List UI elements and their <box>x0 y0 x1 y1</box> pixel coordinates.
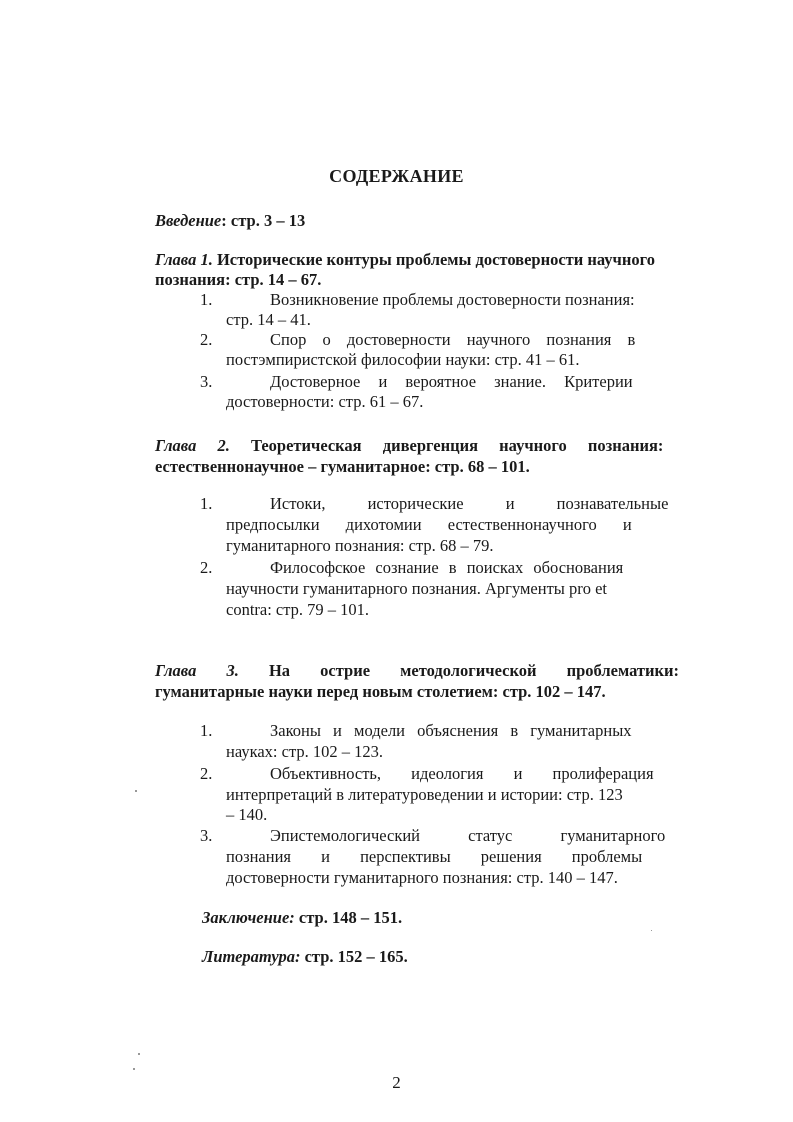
literature-label: Литература: <box>202 947 301 966</box>
item-line2: интерпретаций в литературоведении и истории: стр. 123 <box>226 785 623 804</box>
chapter1-heading-line1 <box>155 250 706 269</box>
item-line1: Возникновение проблемы достоверности познания: <box>270 290 635 309</box>
chapter3-title-line2: гуманитарные науки перед новым столетием: стр. 102 – 147. <box>155 682 606 701</box>
scan-speck <box>651 930 652 931</box>
item-line2: предпосылки дихотомии естественнонаучного и <box>226 515 632 534</box>
chapter2-title-line2: естественнонаучное – гуманитарное: стр. 68 – 101. <box>155 457 530 476</box>
conclusion-entry <box>202 908 402 927</box>
literature-pages: стр. 152 – 165. <box>304 947 408 966</box>
item-number: 1. <box>200 290 213 309</box>
item-line2: познания и перспективы решения проблемы <box>226 847 643 866</box>
item-line1: Эпистемологический статус гуманитарного <box>270 826 666 845</box>
item-line2: науках: стр. 102 – 123. <box>226 742 383 761</box>
item-number: 2. <box>200 330 213 349</box>
item-line1: Спор о достоверности научного познания в <box>270 330 636 349</box>
page-title: СОДЕРЖАНИЕ <box>329 166 464 186</box>
item-number: 3. <box>200 372 213 391</box>
item-number: 2. <box>200 558 213 577</box>
intro-label: Введение <box>155 211 222 230</box>
chapter3-heading-line1 <box>155 661 706 680</box>
scan-speck <box>135 790 137 792</box>
scan-speck <box>138 1053 140 1055</box>
item-line2: достоверности: стр. 61 – 67. <box>226 392 424 411</box>
item-line2: стр. 14 – 41. <box>226 310 311 329</box>
chapter2-title-line1: Теоретическая дивергенция научного познания: <box>250 436 664 455</box>
item-line3: гуманитарного познания: стр. 68 – 79. <box>226 536 494 555</box>
conclusion-label: Заключение: <box>202 908 295 927</box>
chapter1-title-line1: Исторические контуры проблемы достоверности научного <box>216 250 655 269</box>
item-number: 1. <box>200 721 213 740</box>
conclusion-pages: стр. 148 – 151. <box>298 908 403 927</box>
chapter3-title-line1: На острие методологической проблематики: <box>268 661 680 680</box>
chapter2-label: Глава 2. <box>155 436 230 455</box>
intro-pages: : стр. 3 – 13 <box>221 211 306 230</box>
item-line1: Истоки, исторические и познавательные <box>270 494 669 513</box>
chapter3-label: Глава 3. <box>155 661 239 680</box>
item-number: 1. <box>200 494 213 513</box>
chapter1-title-line2: познания: стр. 14 – 67. <box>155 270 322 289</box>
literature-entry <box>202 947 408 966</box>
item-line3: достоверности гуманитарного познания: стр. 140 – 147. <box>226 868 618 887</box>
intro-entry <box>155 211 305 230</box>
chapter2-heading-line1 <box>155 436 706 455</box>
item-line1: Законы и модели объяснения в гуманитарных <box>270 721 632 740</box>
item-number: 3. <box>200 826 213 845</box>
page-number: 2 <box>392 1073 401 1092</box>
item-line1: Достоверное и вероятное знание. Критерии <box>270 372 633 391</box>
item-line2: постэмпиристской философии науки: стр. 41 – 61. <box>226 350 580 369</box>
item-number: 2. <box>200 764 213 783</box>
item-line3: contra: стр. 79 – 101. <box>226 600 370 619</box>
item-line2: научности гуманитарного познания. Аргументы pro et <box>226 579 608 598</box>
item-line3: – 140. <box>226 805 268 824</box>
scan-speck <box>133 1068 135 1070</box>
item-line1: Философское сознание в поисках обоснования <box>270 558 624 577</box>
chapter1-label: Глава 1. <box>155 250 213 269</box>
item-line1: Объективность, идеология и пролиферация <box>270 764 654 783</box>
